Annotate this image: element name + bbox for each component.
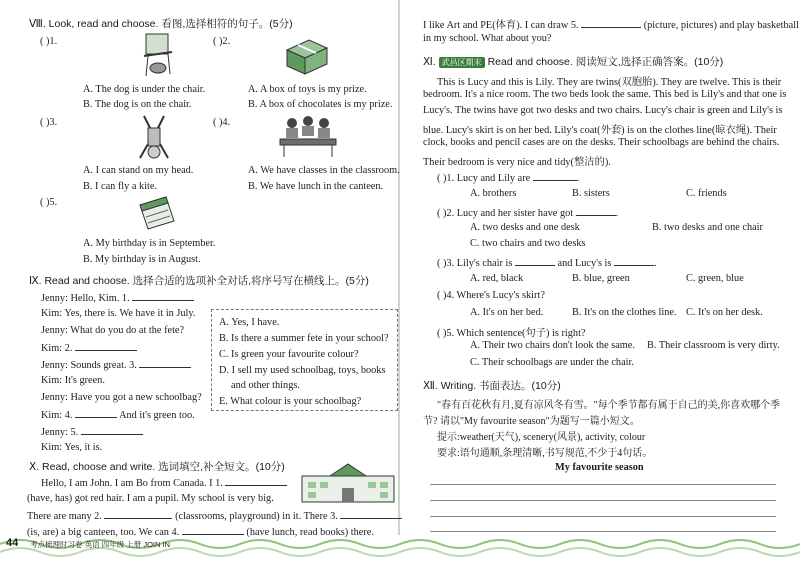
reading-line-4: blue. Lucy's skirt is on her bed. Lily's coat(外套) is on the clothes line(晾衣绳). Their [423, 125, 777, 136]
answer-blank[interactable] [515, 256, 555, 266]
q8-1-option-a: A. The dog is under the chair. [83, 84, 206, 95]
dialog-line-9: Jenny: 5. [41, 425, 143, 438]
dialog-line-7: Jenny: Have you got a new schoolbag? [41, 392, 202, 403]
q11-5: ( )5. Which sentence(句子) is right? [437, 328, 586, 339]
q11-5-option-b: B. Their classroom is very dirty. [647, 340, 780, 351]
q11-4: ( )4. Where's Lucy's skirt? [437, 290, 545, 301]
q8-4-option-b: B. We have lunch in the canteen. [248, 181, 384, 192]
q8-1-option-b: B. The dog is on the chair. [83, 99, 192, 110]
page-gutter [398, 0, 400, 535]
q11-3-option-a: A. red, black [470, 273, 524, 284]
q11-2-option-c: C. two chairs and two desks [470, 238, 586, 249]
writing-line[interactable] [430, 500, 776, 501]
option-e: E. What colour is your schoolbag? [219, 396, 362, 407]
writing-prompt-1: "春有百花秋有月,夏有凉风冬有雪。"每个季节都有属于自己的美,你喜欢哪个季 [437, 400, 781, 411]
option-d: D. I sell my used schoolbag, toys, books [219, 365, 386, 376]
writing-hints: 提示:weather(天气), scenery(风景), activity, colour [437, 432, 646, 443]
option-b: B. Is there a summer fete in your school? [219, 333, 389, 344]
dialog-line-10: Kim: Yes, it is. [41, 442, 103, 453]
option-c: C. Is green your favourite colour? [219, 349, 359, 360]
section-10-title: Ⅹ. Read, choose and write. 选词填空,补全短文。(10分) [29, 461, 285, 473]
q11-4-option-a: A. It's on her bed. [470, 307, 544, 318]
reading-line-3: Lucy's. The twins have got two desks and two chairs. Lucy's chair is green and Lily's is [423, 105, 783, 116]
writing-line[interactable] [430, 516, 776, 517]
option-a: A. Yes, I have. [219, 317, 280, 328]
school-building-picture [300, 462, 396, 504]
answer-blank[interactable] [139, 358, 191, 368]
q8-3-label: ( )3. [40, 117, 58, 128]
q11-4-option-c: C. It's on her desk. [686, 307, 763, 318]
q11-3-option-b: B. blue, green [572, 273, 630, 284]
writing-prompt-2: 节? 请以"My favourite season"为题写一篇小短文。 [423, 416, 640, 427]
passage-line-5: I like Art and PE(体育). I can draw 5. (picture, pictures) and play basketball [423, 20, 799, 31]
passage-line-2: (have, has) got red hair. I am a pupil. My school is very big. [27, 493, 274, 504]
q8-4-option-a: A. We have classes in the classroom. [248, 165, 400, 176]
answer-blank[interactable] [81, 425, 143, 435]
q11-3-option-c: C. green, blue [686, 273, 744, 284]
q8-5-option-a: A. My birthday is in September. [83, 238, 216, 249]
answer-blank[interactable] [533, 171, 577, 181]
q11-2: ( )2. Lucy and her sister have got . [437, 208, 619, 219]
answer-blank[interactable] [132, 291, 194, 301]
answer-blank[interactable] [104, 509, 172, 519]
answer-blank[interactable] [340, 509, 402, 519]
writing-line[interactable] [430, 484, 776, 485]
q8-5-label: ( )5. [40, 197, 58, 208]
section-11-title: Ⅺ. 武昌区期末 Read and choose. 阅读短文,选择正确答案。(10分) [423, 56, 724, 68]
q11-2-option-b: B. two desks and one chair [652, 222, 763, 233]
passage-line-1: Hello, I am John. I am Bo from Canada. I 1. [41, 476, 287, 489]
q11-5-option-a: A. Their two chairs don't look the same. [470, 340, 635, 351]
reading-line-1: This is Lucy and this is Lily. They are twins(双胞胎). They are twelve. This is their [437, 77, 782, 88]
q11-3: ( )3. Lily's chair is and Lucy's is . [437, 258, 657, 269]
passage-line-3: There are many 2. (classrooms, playground) in it. There 3. [27, 509, 402, 522]
q8-5-option-b: B. My birthday is in August. [83, 254, 201, 265]
q11-2-option-a: A. two desks and one desk [470, 222, 580, 233]
reading-line-6: Their bedroom is very nice and tidy(整洁的). [423, 157, 611, 168]
answer-blank[interactable] [614, 256, 654, 266]
classroom-lunch-picture [276, 113, 340, 159]
q8-4-label: ( )4. [213, 117, 231, 128]
dialog-line-8: Kim: 4. And it's green too. [41, 410, 195, 421]
writing-heading: My favourite season [555, 462, 644, 473]
option-d-cont: and other things. [231, 380, 300, 391]
passage-line-4: (is, are) a big canteen, too. We can 4. (have lunch, read books) there. [27, 527, 374, 538]
passage-line-6: in my school. What about you? [423, 33, 552, 44]
answer-blank[interactable] [576, 206, 616, 216]
q8-1-label: ( )1. [40, 36, 58, 47]
writing-line[interactable] [430, 531, 776, 532]
gift-box-picture [283, 36, 329, 76]
q11-1-option-a: A. brothers [470, 188, 517, 199]
dialog-line-1: Jenny: Hello, Kim. 1. [41, 291, 194, 304]
q8-2-label: ( )2. [213, 36, 231, 47]
q11-1-option-c: C. friends [686, 188, 727, 199]
q8-2-option-b: B. A box of chocolates is my prize. [248, 99, 393, 110]
section-8-title: Ⅷ. Look, read and choose. 看图,选择相符的句子。(5分) [29, 18, 293, 30]
dialog-line-5: Jenny: Sounds great. 3. [41, 358, 191, 371]
q8-3-option-b: B. I can fly a kite. [83, 181, 158, 192]
page-number: 44 [6, 537, 19, 549]
calendar-picture [136, 195, 178, 233]
section-12-title: Ⅻ. Writing. 书面表达。(10分) [423, 380, 561, 392]
answer-blank[interactable] [225, 476, 287, 486]
dialog-line-3: Jenny: What do you do at the fete? [41, 325, 185, 336]
section-9-title: Ⅸ. Read and choose. 选择合适的选项补全对话,将序号写在横线上。(5分) [29, 275, 369, 287]
answer-blank[interactable] [75, 408, 117, 418]
q11-4-option-b: B. It's on the clothes line. [572, 307, 677, 318]
reading-line-5: clock, books and pencil cases are on the desks. Their schoolbags are behind the chairs. [423, 137, 780, 148]
reading-line-2: bedroom. It's a nice room. The two beds look the same. This bed is Lily's and that one is [423, 89, 787, 100]
dialog-line-6: Kim: It's green. [41, 375, 105, 386]
dialog-line-4: Kim: 2. [41, 341, 137, 354]
q8-2-option-a: A. A box of toys is my prize. [248, 84, 367, 95]
q11-5-option-c: C. Their schoolbags are under the chair. [470, 357, 634, 368]
handstand-picture [136, 114, 172, 160]
footer-info: 考点梳理时习卷 英语 四年级 上册 JOIN IN [30, 540, 171, 549]
dialog-line-2: Kim: Yes, there is. We have it in July. [41, 308, 196, 319]
writing-requirements: 要求:语句通顺,条理清晰,书写规范,不少于4句话。 [437, 448, 653, 459]
answer-blank[interactable] [581, 18, 641, 28]
answer-blank[interactable] [75, 341, 137, 351]
dog-chair-picture [138, 30, 178, 78]
q11-1: ( )1. Lucy and Lily are . [437, 173, 580, 184]
q11-1-option-b: B. sisters [572, 188, 610, 199]
exam-tag: 武昌区期末 [439, 57, 485, 68]
q8-3-option-a: A. I can stand on my head. [83, 165, 194, 176]
